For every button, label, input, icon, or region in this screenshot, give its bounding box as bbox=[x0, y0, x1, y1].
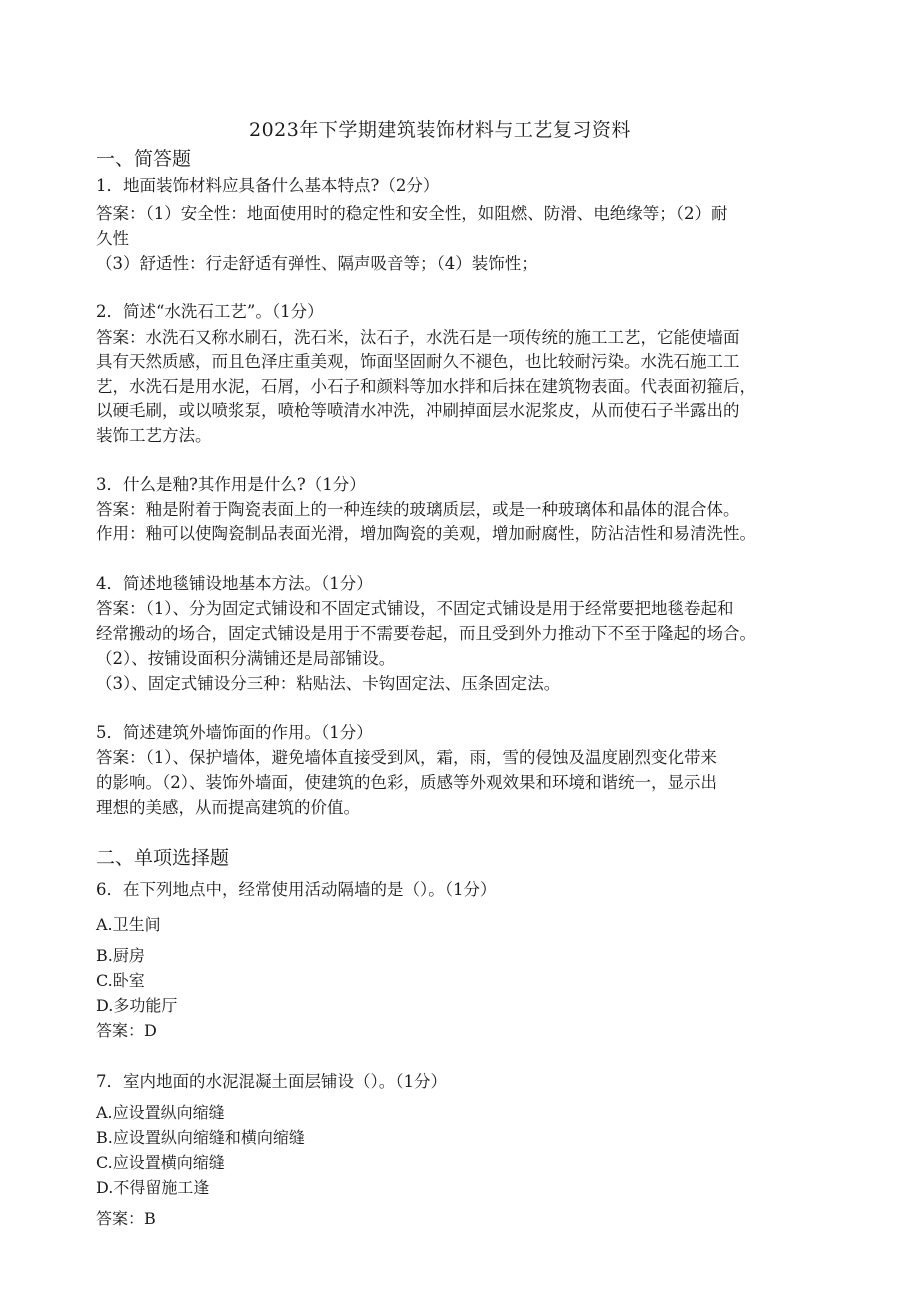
section-heading-single-choice: 二、单项选择题 bbox=[96, 847, 230, 869]
question-6-option-b: B.厨房 bbox=[96, 946, 145, 965]
section-heading-short-answer: 一、简答题 bbox=[96, 148, 192, 170]
question-4: 4．简述地毯铺设地基本方法。（1分） bbox=[96, 574, 373, 593]
answer-1-line-2: 久性 bbox=[96, 229, 129, 248]
question-7-option-c: C.应设置横向缩缝 bbox=[96, 1153, 225, 1172]
question-6: 6．在下列地点中，经常使用活动隔墙的是（）。（1分） bbox=[96, 880, 497, 899]
question-7-option-d: D.不得留施工逢 bbox=[96, 1178, 210, 1197]
answer-3-line-2: 作用：釉可以使陶瓷制品表面光滑，增加陶瓷的美观，增加耐腐性，防沾洁性和易清洗性。 bbox=[96, 524, 756, 543]
answer-4-line-4: （3）、固定式铺设分三种：粘贴法、卡钩固定法、压条固定法。 bbox=[96, 674, 561, 693]
question-5: 5．简述建筑外墙饰面的作用。（1分） bbox=[96, 723, 373, 742]
answer-1-line-1: 答案：（1）安全性：地面使用时的稳定性和安全性，如阻燃、防滑、电绝缘等；（2）耐 bbox=[96, 204, 728, 223]
answer-5-line-3: 理想的美感，从而提高建筑的价值。 bbox=[96, 798, 360, 817]
answer-3-line-1: 答案：釉是附着于陶瓷表面上的一种连续的玻璃质层，或是一种玻璃体和晶体的混合体。 bbox=[96, 500, 740, 519]
question-6-answer: 答案：D bbox=[96, 1021, 157, 1040]
answer-1-line-3: （3）舒适性：行走舒适有弹性、隔声吸音等；（4）装饰性； bbox=[96, 254, 538, 273]
question-1: 1．地面装饰材料应具备什么基本特点?（2分） bbox=[96, 176, 440, 195]
question-7-answer: 答案：B bbox=[96, 1209, 156, 1228]
answer-2-line-5: 装饰工艺方法。 bbox=[96, 426, 212, 445]
question-7-option-a: A.应设置纵向缩缝 bbox=[96, 1103, 225, 1122]
question-7: 7．室内地面的水泥混凝土面层铺设（）。（1分） bbox=[96, 1072, 447, 1091]
document-title: 2023年下学期建筑装饰材料与工艺复习资料 bbox=[249, 119, 631, 141]
answer-2-line-1: 答案：水洗石又称水刷石，洗石米，汰石子，水洗石是一项传统的施工工艺，它能使墙面 bbox=[96, 328, 740, 347]
answer-4-line-2: 经常搬动的场合，固定式铺设是用于不需要卷起，而且受到外力推动下不至于隆起的场合。 bbox=[96, 624, 756, 643]
question-3: 3．什么是釉?其作用是什么?（1分） bbox=[96, 475, 366, 494]
question-6-option-d: D.多功能厅 bbox=[96, 996, 178, 1015]
answer-5-line-2: 的影响。（2）、装饰外墙面，使建筑的色彩，质感等外观效果和环境和谐统一，显示出 bbox=[96, 773, 717, 792]
question-2: 2．简述“水洗石工艺”。（1分） bbox=[96, 302, 324, 321]
answer-2-line-4: 以硬毛刷，或以喷浆泵，喷枪等喷清水冲洗，冲刷掉面层水泥浆皮，从而使石子半露出的 bbox=[96, 401, 740, 420]
answer-4-line-1: 答案：（1）、分为固定式铺设和不固定式铺设，不固定式铺设是用于经常要把地毯卷起和 bbox=[96, 599, 734, 618]
question-7-option-b: B.应设置纵向缩缝和横向缩缝 bbox=[96, 1128, 305, 1147]
answer-2-line-3: 艺，水洗石是用水泥，石屑，小石子和颜料等加水拌和后抹在建筑物表面。代表面初箍后， bbox=[96, 377, 756, 396]
question-6-option-c: C.卧室 bbox=[96, 971, 145, 990]
answer-2-line-2: 具有天然质感，而且色泽庄重美观，饰面坚固耐久不褪色，也比较耐污染。水洗石施工工 bbox=[96, 352, 740, 371]
answer-4-line-3: （2）、按铺设面积分满铺还是局部铺设。 bbox=[96, 649, 396, 668]
question-6-option-a: A.卫生间 bbox=[96, 915, 161, 934]
answer-5-line-1: 答案：（1）、保护墙体，避免墙体直接受到风，霜，雨，雪的侵蚀及温度剧烈变化带来 bbox=[96, 748, 717, 767]
